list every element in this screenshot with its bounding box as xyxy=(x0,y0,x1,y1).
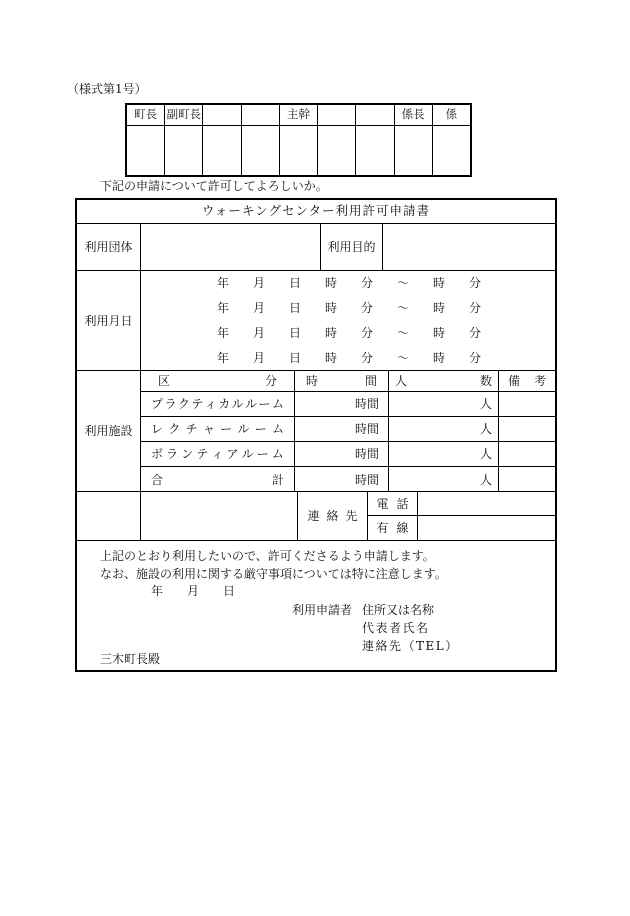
facility-note-field-1 xyxy=(498,417,555,441)
facility-row-1 xyxy=(141,417,555,442)
facility-hours-field-3: 時間 xyxy=(294,467,388,492)
approval-col-header-1: 副町長 xyxy=(164,105,202,125)
facility-hours-field-1: 時間 xyxy=(294,417,388,441)
facility-header-row xyxy=(141,371,555,392)
facility-people-field-0: 人 xyxy=(388,392,498,416)
facility-section xyxy=(77,371,555,492)
approval-header-row xyxy=(127,105,470,125)
approval-stamp-cell-2 xyxy=(202,125,240,175)
applicant-field-representative: 代表者氏名 xyxy=(362,621,430,635)
approval-col-header-0: 町長 xyxy=(134,107,158,122)
contact-wire-value-field xyxy=(417,516,555,540)
applicant-line xyxy=(292,604,434,616)
facility-name-0: プ ラ ク テ ィ カ ル ル ー ム xyxy=(151,397,284,411)
contact-phone-value-field xyxy=(417,492,555,515)
facility-row-3 xyxy=(141,467,555,492)
contact-row-wire xyxy=(367,516,555,540)
usage-date-line-3: 年 月 日 時 分 ～ 時 分 xyxy=(217,350,482,365)
usage-date-lines xyxy=(140,271,555,370)
facility-note-field-3 xyxy=(498,467,555,492)
facility-people-field-3: 人 xyxy=(388,467,498,492)
contact-empty-cell-1 xyxy=(77,492,140,540)
facility-grid xyxy=(140,371,555,491)
approval-body-row xyxy=(127,125,470,175)
facility-row-2 xyxy=(141,442,555,467)
approval-stamp-cell-6 xyxy=(355,125,393,175)
facility-people-field-2: 人 xyxy=(388,442,498,466)
contact-wire-label: 有線 xyxy=(367,516,417,540)
approval-stamp-cell-5 xyxy=(317,125,355,175)
facility-name-3: 合 計 xyxy=(151,472,284,487)
approval-col-header-7: 係長 xyxy=(394,105,432,125)
approval-col-header-3 xyxy=(241,105,279,125)
approval-col-header-4: 主幹 xyxy=(279,105,317,125)
contact-label: 連絡先 xyxy=(297,492,367,540)
facility-header-hours: 時 間 xyxy=(294,371,388,391)
approval-col-header-8: 係 xyxy=(432,105,470,125)
declaration-line-2: なお、施設の利用に関する厳守事項については特に注意します。 xyxy=(100,567,447,581)
applicant-field-tel: 連絡先（TEL） xyxy=(362,639,459,653)
facility-name-1: レ ク チ ャ ー ル ー ム xyxy=(151,422,284,436)
form-title: ウォーキングセンター利用許可申請書 xyxy=(77,200,555,224)
facility-people-field-1: 人 xyxy=(388,417,498,441)
usage-date-label: 利用月日 xyxy=(84,313,133,328)
group-label: 利用団体 xyxy=(84,240,133,254)
applicant-label: 利用申請者 xyxy=(292,603,353,617)
group-value-field xyxy=(140,224,320,270)
approval-col-header-6 xyxy=(355,105,393,125)
approval-col-header-5 xyxy=(317,105,355,125)
contact-empty-cell-2 xyxy=(140,492,297,540)
approval-stamp-cell-8 xyxy=(432,125,470,175)
approval-table xyxy=(125,103,472,177)
usage-date-line-1: 年 月 日 時 分 ～ 時 分 xyxy=(217,301,482,316)
approval-stamp-cell-1 xyxy=(164,125,202,175)
approval-stamp-cell-0 xyxy=(127,125,164,175)
contact-section xyxy=(77,492,555,541)
facility-header-category: 区 分 xyxy=(158,374,277,388)
approval-stamp-cell-3 xyxy=(241,125,279,175)
usage-date-section xyxy=(77,271,555,371)
facility-label: 利用施設 xyxy=(84,424,133,438)
approval-col-header-2 xyxy=(202,105,240,125)
application-date-line: 年 月 日 xyxy=(151,584,236,598)
facility-hours-field-2: 時間 xyxy=(294,442,388,466)
contact-rows xyxy=(367,492,555,540)
declaration-line-1: 上記のとおり利用したいので、許可くださるよう申請します。 xyxy=(100,549,435,563)
approval-stamp-cell-4 xyxy=(279,125,317,175)
addressee-line: 三木町長殿 xyxy=(100,652,161,666)
approval-stamp-cell-7 xyxy=(394,125,432,175)
instruction-text: 下記の申請について許可してよろしいか。 xyxy=(100,179,328,193)
facility-name-2: ボ ラ ン テ ィ ア ル ー ム xyxy=(151,447,284,461)
contact-phone-label: 電話 xyxy=(367,492,417,515)
form-number-label: （様式第1号） xyxy=(67,82,147,96)
facility-header-people: 人 数 xyxy=(388,371,498,391)
facility-row-0 xyxy=(141,392,555,417)
purpose-label: 利用目的 xyxy=(320,224,382,270)
purpose-value-field xyxy=(382,224,555,270)
facility-note-field-2 xyxy=(498,442,555,466)
group-purpose-row xyxy=(77,224,555,271)
usage-date-line-2: 年 月 日 時 分 ～ 時 分 xyxy=(217,325,482,340)
applicant-field-address: 住所又は名称 xyxy=(362,603,435,617)
application-form-table xyxy=(75,198,557,672)
facility-note-field-0 xyxy=(498,392,555,416)
declaration-section xyxy=(77,541,555,670)
contact-row-phone xyxy=(367,492,555,516)
facility-header-note: 備 考 xyxy=(498,371,555,391)
facility-hours-field-0: 時間 xyxy=(294,392,388,416)
usage-date-line-0: 年 月 日 時 分 ～ 時 分 xyxy=(217,276,482,291)
